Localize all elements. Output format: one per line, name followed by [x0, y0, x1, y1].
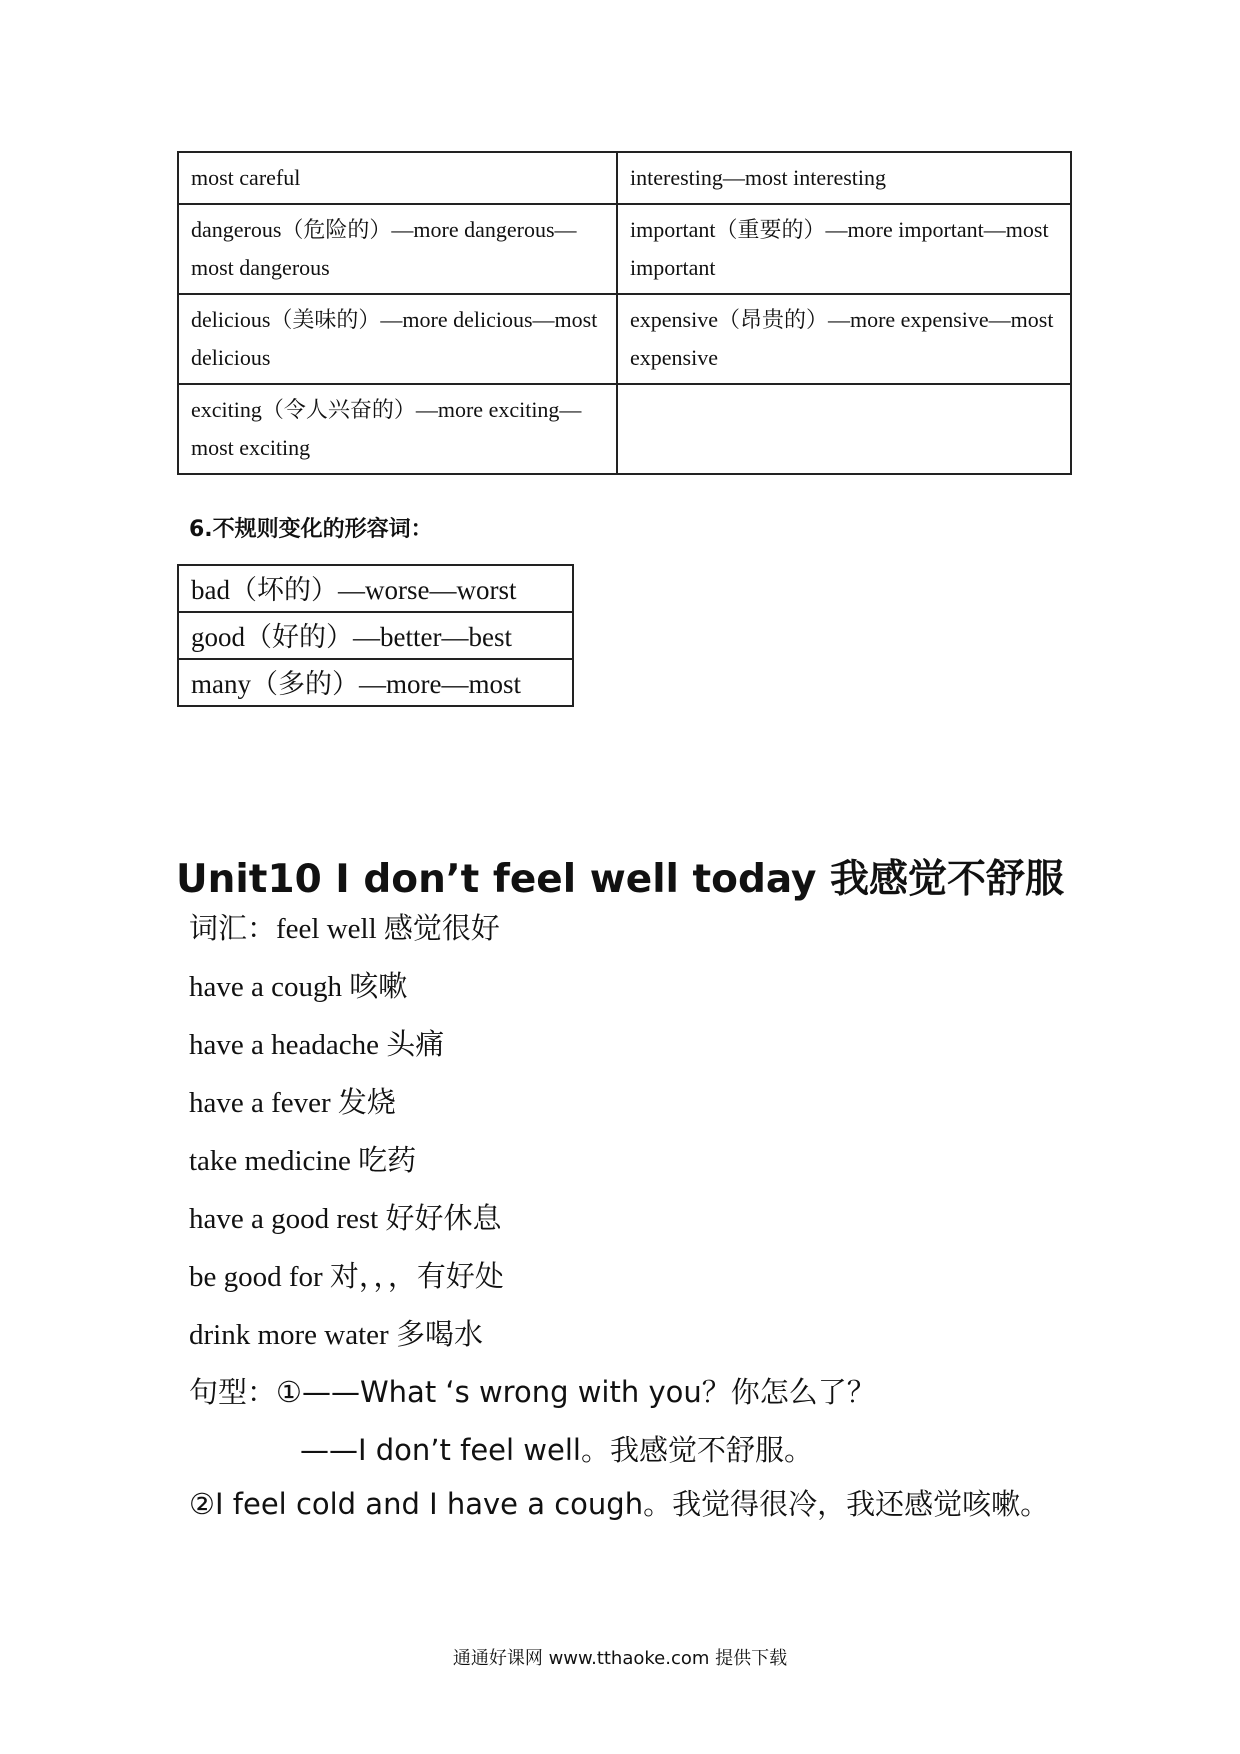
table-cell: interesting—most interesting — [617, 152, 1071, 204]
sentence-pattern: ②I feel cold and I have a cough。我觉得很冷，我还感觉咳嗽。 — [189, 1487, 1050, 1521]
table-cell — [617, 384, 1071, 474]
table-cell: important（重要的）—more important—most important — [617, 204, 1071, 294]
table-row — [178, 612, 573, 659]
table-row — [178, 152, 1071, 204]
table-row — [178, 384, 1071, 474]
table-row — [178, 294, 1071, 384]
sentence-pattern: ——I don’t feel well。我感觉不舒服。 — [300, 1433, 813, 1467]
unit-title: Unit10 I don’t feel well today 我感觉不舒服 — [176, 857, 1064, 902]
comparative-adjectives-table — [177, 151, 1072, 475]
irregular-adjectives-table — [177, 564, 574, 707]
vocab-item: take medicine 吃药 — [189, 1145, 417, 1177]
table-row — [178, 204, 1071, 294]
vocab-item: have a fever 发烧 — [189, 1087, 396, 1119]
sentence-pattern: 句型：①——What ‘s wrong with you？你怎么了？ — [189, 1375, 876, 1409]
table-cell: expensive（昂贵的）—more expensive—most expensive — [617, 294, 1071, 384]
table-cell: good（好的）—better—best — [178, 612, 573, 659]
table-cell: many（多的）—more—most — [178, 659, 573, 706]
vocab-item: 词汇：feel well 感觉很好 — [189, 913, 500, 945]
vocab-item: have a good rest 好好休息 — [189, 1203, 502, 1235]
table-row — [178, 565, 573, 612]
table-cell: most careful — [178, 152, 617, 204]
vocab-item: be good for 对，，，有好处 — [189, 1261, 504, 1293]
footer-text: 通通好课网 www.tthaoke.com 提供下载 — [452, 1648, 788, 1669]
table-cell: exciting（令人兴奋的）—more exciting—most exciting — [178, 384, 617, 474]
vocab-item: have a cough 咳嗽 — [189, 971, 408, 1003]
table-row — [178, 659, 573, 706]
table-cell: delicious（美味的）—more delicious—most delicious — [178, 294, 617, 384]
table-cell: dangerous（危险的）—more dangerous—most dangerous — [178, 204, 617, 294]
irregular-adjectives-heading: 6.不规则变化的形容词： — [189, 517, 433, 542]
table-cell: bad（坏的）—worse—worst — [178, 565, 573, 612]
vocab-item: have a headache 头痛 — [189, 1029, 445, 1061]
vocab-item: drink more water 多喝水 — [189, 1319, 483, 1351]
